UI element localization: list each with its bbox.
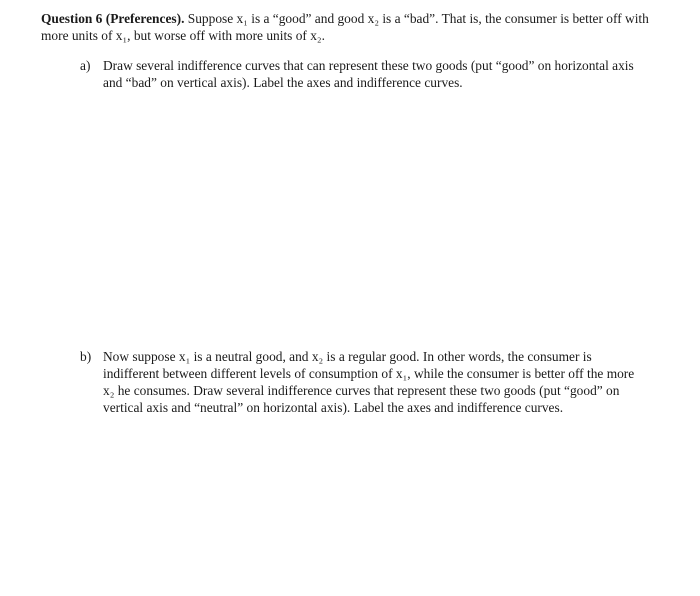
question-intro: Suppose x₁ is a “good” and good x₂ is a “bad”. That is, the consumer is better off with more units of x₁, but worse off with more units of x₂. <box>41 11 649 43</box>
part-a-label: a) <box>80 58 91 73</box>
part-b-text: Now suppose x₁ is a neutral good, and x₂ is a regular good. In other words, the consumer is indifferent between different levels of consumption of x₁, while the consumer is better off the more x₂ he consumes. Draw several indifference curves that represent these two goods (put “good” on vertical axis and “neutral” on horizontal axis). Label the axes and indifference curves. <box>103 349 635 415</box>
part-b <box>80 348 640 416</box>
question-title: Question 6 (Preferences). <box>41 11 185 26</box>
part-a <box>80 57 640 91</box>
part-a-text: Draw several indifference curves that can represent these two goods (put “good” on horizontal axis and “bad” on vertical axis). Label the axes and indifference curves. <box>103 58 634 90</box>
question-header <box>41 10 666 44</box>
part-b-label: b) <box>80 349 92 364</box>
